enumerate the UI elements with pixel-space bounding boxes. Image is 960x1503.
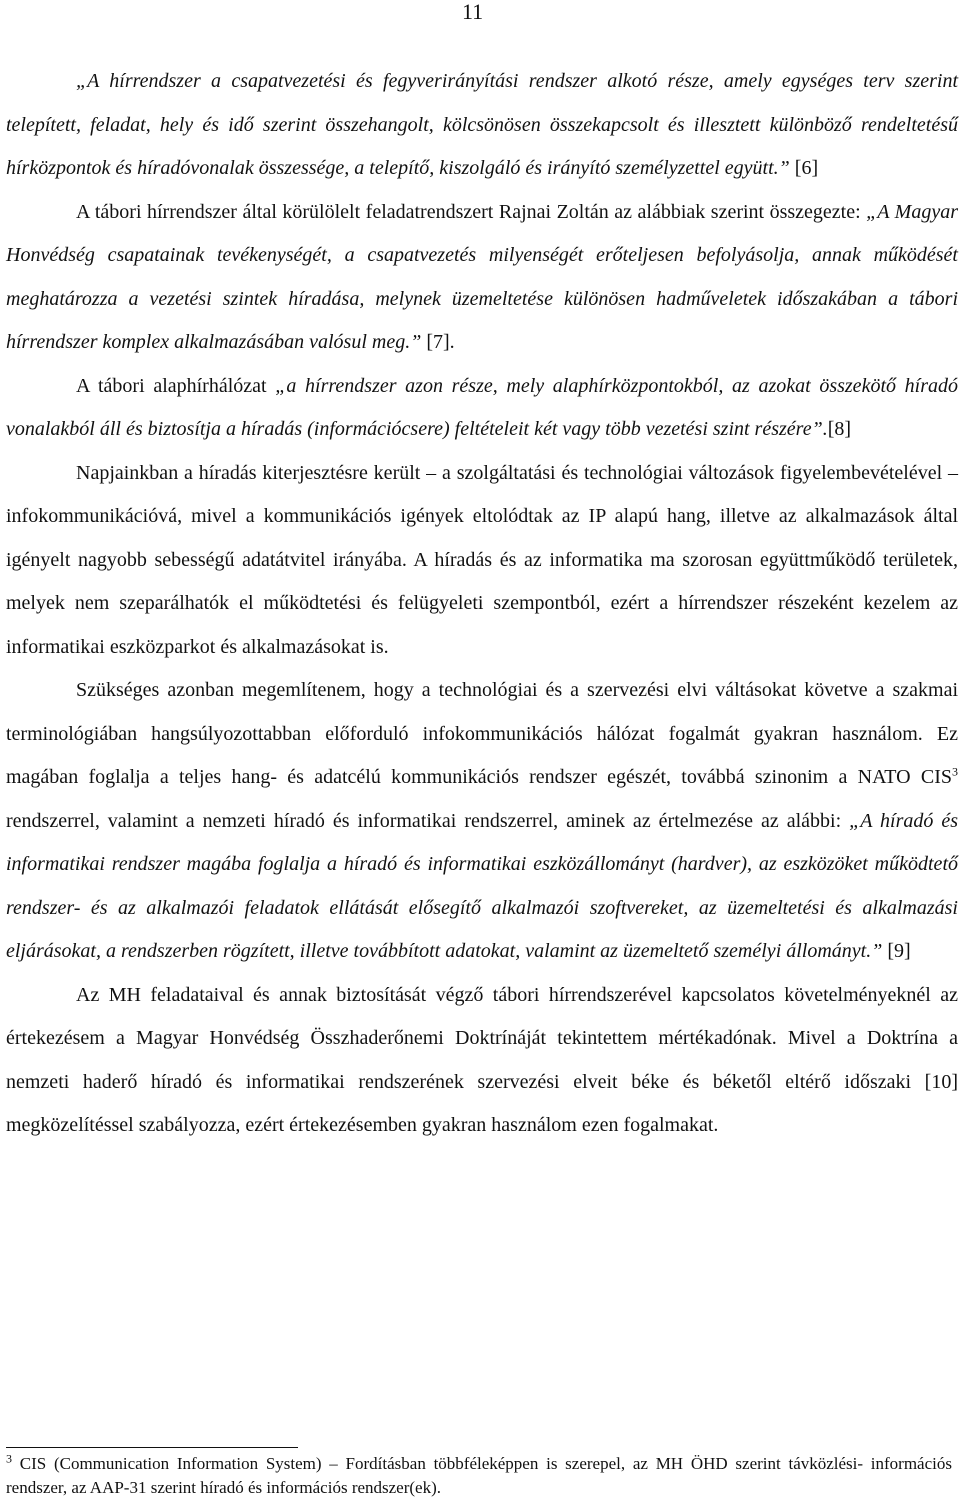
quote-7: „A Magyar Honvédség csapatainak tevékenységét, a csapatvezetés milyenségét erőteljesen befolyásolja, annak működését meghatározza a vezetési szintek híradása, melynek üzemeltetése különösen hadműveletek időszakában a tábori hírrendszer komplex alkalmazásában valósul meg.”: [6, 200, 958, 353]
paragraph-2-lead: A tábori hírrendszer által körülölelt feladatrendszert Rajnai Zoltán az alábbiak szerint összegezte:: [76, 200, 867, 223]
body-text: [6, 60, 958, 1148]
paragraph-6: Az MH feladataival és annak biztosítását végző tábori hírrendszerével kapcsolatos követelményeknél az értekezésem a Magyar Honvédség Összhaderőnemi Doktrínáját tekintettem mértékadónak. Mivel a Doktrína a nemzeti haderő híradó és informatikai rendszerének szervezési elveit béke és béketől eltérő időszaki [10] megközelítéssel szabályozza, ezért értekezésemben gyakran használom ezen fogalmakat.: [6, 983, 958, 1136]
quote-9: „A híradó és informatikai rendszer magába foglalja a híradó és informatikai eszközállományt (hardver), az eszközöket működtető rendszer- és az alkalmazói feladatok ellátását elősegítő alkalmazói szoftvereket, az üzemeltetési és alkalmazási eljárásokat, a rendszerben rögzített, illetve továbbított adatokat, valamint az üzemeltető személyi állományt.”: [6, 809, 958, 962]
footnote-text: CIS (Communication Information System) – Fordításban többféleképpen is szerepel, az MH ÖHD szerint távközlési- információs rendszer, az AAP-31 szerint híradó és információs rendszer(ek).: [6, 1454, 952, 1497]
footnote-number: 3: [6, 1451, 12, 1466]
paragraph-4: Napjainkban a híradás kiterjesztésre került – a szolgáltatási és technológiai változások figyelembevételével – infokommunikációvá, mivel a kommunikációs igények eltolódtak az IP alapú hang, illetve az alkalmazások által igényelt nagyobb sebességű adatátvitel irányába. A híradás és az informatika ma szorosan együttműködő területek, melyek nem szeparálhatók el működtetési és felügyeleti szempontból, ezért a hírrendszer részeként kezelem az informatikai eszközparkot és alkalmazásokat is.: [6, 461, 958, 658]
footnote-mark: 3: [952, 764, 958, 779]
reference-7: [7].: [421, 331, 455, 353]
paragraph-5-lead: Szükséges azonban megemlítenem, hogy a technológiai és a szervezési elvi váltásokat követve a szakmai terminológiában hangsúlyozottabban előforduló infokommunikációs hálózat fogalmát gyakran használom. Ez magában foglalja a teljes hang- és adatcélú kommunikációs rendszer egészét, továbbá szinonim a NATO CIS: [6, 679, 958, 788]
paragraph-3: [6, 365, 958, 452]
page-number: 11: [462, 0, 484, 24]
footnote-divider: [6, 1447, 298, 1448]
paragraph-5-mid: rendszerrel, valamint a nemzeti híradó és informatikai rendszerrel, aminek az értelmezése az alábbi:: [6, 809, 850, 832]
paragraph-2: [6, 191, 958, 365]
quote-8: „a hírrendszer azon része, mely alaphírközpontokból, az azokat összekötő híradó vonalakból áll és biztosítja a híradás (információcsere) feltételeit két vagy több vezetési szint részére”.: [6, 374, 958, 440]
reference-9: [9]: [882, 940, 911, 962]
reference-8: [8]: [827, 418, 852, 440]
paragraph-1: [6, 60, 958, 191]
reference-6: [6]: [789, 157, 819, 179]
paragraph-5: [6, 669, 958, 974]
paragraph-3-lead: A tábori alaphírhálózat: [76, 374, 276, 397]
quote-6: „A hírrendszer a csapatvezetési és fegyverirányítási rendszer alkotó része, amely egységes terv szerint telepített, feladat, hely és idő szerint összehangolt, kölcsönösen összekapcsolt és illesztett különböző rendeltetésű hírközpontok és híradóvonalak összessége, a telepítő, kiszolgáló és irányító személyzettel együtt.”: [6, 70, 958, 179]
footnote: [6, 1452, 952, 1500]
